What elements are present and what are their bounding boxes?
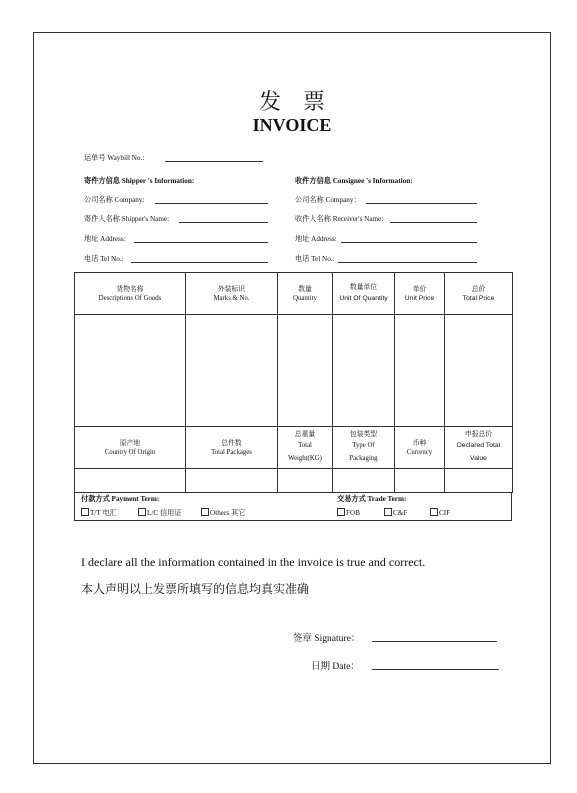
shipper-tel-label: 电话 Tel No.: — [84, 255, 124, 263]
consignee-name-field[interactable] — [390, 222, 477, 223]
shipper-header: 寄件方信息 Shipper 's Information: — [84, 177, 195, 185]
shipper-address-label: 地址 Address: — [84, 235, 126, 243]
goods-entry-row — [75, 315, 513, 427]
goods-table — [74, 272, 513, 493]
header-unit-price: 单价 Unit Price — [395, 273, 445, 315]
shipper-name-field[interactable] — [179, 222, 268, 223]
shipper-company-field[interactable] — [155, 203, 268, 204]
trade-option-cf[interactable]: C&F — [384, 508, 407, 517]
title-en: INVOICE — [252, 115, 332, 135]
checkbox-icon — [138, 508, 146, 516]
header-quantity: 数量 Quantity — [278, 273, 333, 315]
header-descriptions: 货物名称 Descriptions Of Goods — [75, 273, 186, 315]
trade-term-label: 交易方式 Trade Term: — [337, 495, 407, 503]
declaration-cn: 本人声明以上发票所填写的信息均真实准确 — [81, 582, 310, 596]
cell-total-price[interactable] — [445, 315, 513, 427]
cell-unit-price[interactable] — [395, 315, 445, 427]
cell-total-packages[interactable] — [186, 469, 278, 493]
consignee-address-field[interactable] — [341, 242, 477, 243]
payment-option-lc[interactable]: L/C 信用证 — [138, 508, 182, 518]
checkbox-icon — [201, 508, 209, 516]
checkbox-icon — [384, 508, 392, 516]
cell-country-of-origin[interactable] — [75, 469, 186, 493]
header-declared-value: 申报总价 Declared Total Value — [445, 427, 513, 469]
trade-option-fob[interactable]: FOB — [337, 508, 360, 517]
cell-unit-of-quantity[interactable] — [333, 315, 395, 427]
header-unit-of-quantity: 数量单位 Unit Of Quantity — [333, 273, 395, 315]
header-total-price: 总价 Total Price — [445, 273, 513, 315]
waybill-label: 运单号 Waybill No.: — [84, 154, 145, 162]
waybill-field[interactable] — [165, 161, 263, 162]
payment-term-label: 付款方式 Payment Term: — [81, 495, 160, 503]
table-header-row-2 — [75, 427, 513, 469]
payment-option-others[interactable]: Others 其它 — [201, 508, 245, 518]
header-currency: 币种 Currency — [395, 427, 445, 469]
consignee-header: 收件方信息 Consignee 's Information: — [295, 177, 413, 185]
header-total-weight: 总重量 Total Weight(KG) — [278, 427, 333, 469]
shipper-tel-field[interactable] — [131, 262, 268, 263]
checkbox-icon — [430, 508, 438, 516]
terms-box — [74, 492, 512, 521]
cell-currency[interactable] — [395, 469, 445, 493]
consignee-company-field[interactable] — [366, 203, 477, 204]
consignee-address-label: 地址 Address: — [295, 235, 337, 243]
shipper-name-label: 寄件人名称 Shipper's Name: — [84, 215, 170, 223]
cell-packaging-type[interactable] — [333, 469, 395, 493]
trade-option-cif[interactable]: CIF — [430, 508, 450, 517]
cell-quantity[interactable] — [278, 315, 333, 427]
date-label: 日期 Date： — [311, 662, 360, 672]
shipper-company-label: 公司名称 Company: — [84, 196, 145, 204]
consignee-tel-field[interactable] — [338, 262, 477, 263]
cell-declared-value[interactable] — [445, 469, 513, 493]
signature-label: 签章 Signature： — [293, 634, 361, 644]
checkbox-icon — [81, 508, 89, 516]
consignee-company-label: 公司名称 Company： — [295, 196, 361, 204]
consignee-tel-label: 电话 Tel No.: — [295, 255, 335, 263]
shipper-address-field[interactable] — [134, 242, 268, 243]
signature-field[interactable] — [372, 641, 497, 642]
payment-option-tt[interactable]: T/T 电汇 — [81, 508, 117, 518]
header-total-packages: 总件数 Total Packages — [186, 427, 278, 469]
checkbox-icon — [337, 508, 345, 516]
summary-entry-row — [75, 469, 513, 493]
consignee-name-label: 收件人名称 Receiver's Name: — [295, 215, 384, 223]
header-packaging-type: 包装类型 Type Of Packaging — [333, 427, 395, 469]
title-cn: 发票 — [258, 89, 347, 114]
cell-total-weight[interactable] — [278, 469, 333, 493]
declaration-en: I declare all the information contained in the invoice is true and correct. — [81, 555, 426, 569]
cell-marks[interactable] — [186, 315, 278, 427]
header-country-of-origin: 原产地 Country Of Origin — [75, 427, 186, 469]
table-header-row — [75, 273, 513, 315]
date-field[interactable] — [372, 669, 499, 670]
header-marks: 外装标识 Marks & No. — [186, 273, 278, 315]
cell-descriptions[interactable] — [75, 315, 186, 427]
invoice-page — [33, 32, 551, 764]
